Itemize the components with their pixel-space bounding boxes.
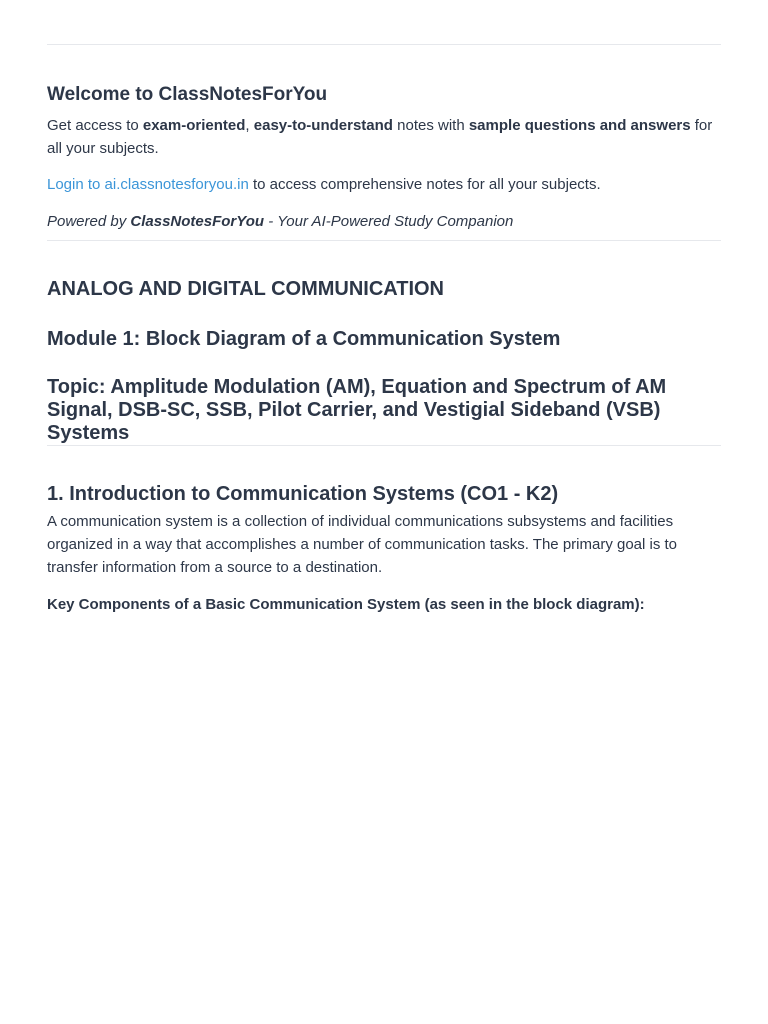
- intro-bold-3: sample questions and answers: [468, 117, 691, 134]
- login-text: to access comprehensive notes for all your subjects.: [248, 176, 601, 193]
- intro-text-3: notes with: [392, 117, 469, 134]
- key-components-heading: Key Components of a Basic Communication System (as seen in the block diagram):: [47, 596, 645, 613]
- login-paragraph: [47, 173, 721, 196]
- powered-brand: ClassNotesForYou: [130, 213, 265, 230]
- section-title: 1. Introduction to Communication Systems (CO1 - K2): [47, 483, 559, 505]
- top-divider: [47, 44, 721, 45]
- login-link[interactable]: Login to ai.classnotesforyou.in: [47, 176, 249, 193]
- intro-text-1: Get access to: [47, 117, 143, 134]
- intro-bold-2: easy-to-understand: [253, 117, 393, 134]
- topic-divider: [47, 445, 721, 446]
- topic-title: Topic: Amplitude Modulation (AM), Equation and Spectrum of AM Signal, DSB-SC, SSB, Pilot Carrier, and Vestigial Sideband (VSB) Systems: [47, 376, 667, 444]
- section-body: A communication system is a collection of individual communications subsystems and facilities organized in a way that accomplishes a number of communication tasks. The primary goal is to transfer information from a source to a destination.: [47, 513, 678, 576]
- header-divider: [47, 240, 721, 241]
- powered-suffix: - Your AI-Powered Study Companion: [264, 213, 514, 230]
- powered-prefix: Powered by: [47, 213, 131, 230]
- intro-text-4: for all your subjects.: [47, 117, 713, 157]
- welcome-title: Welcome to ClassNotesForYou: [47, 84, 328, 105]
- powered-by-line: [47, 210, 721, 233]
- intro-bold-1: exam-oriented: [142, 117, 246, 134]
- intro-paragraph: [47, 114, 721, 160]
- subject-title: ANALOG AND DIGITAL COMMUNICATION: [47, 278, 445, 300]
- module-title: Module 1: Block Diagram of a Communication System: [47, 328, 561, 350]
- intro-text-2: ,: [245, 117, 254, 134]
- document-page: [47, 0, 721, 631]
